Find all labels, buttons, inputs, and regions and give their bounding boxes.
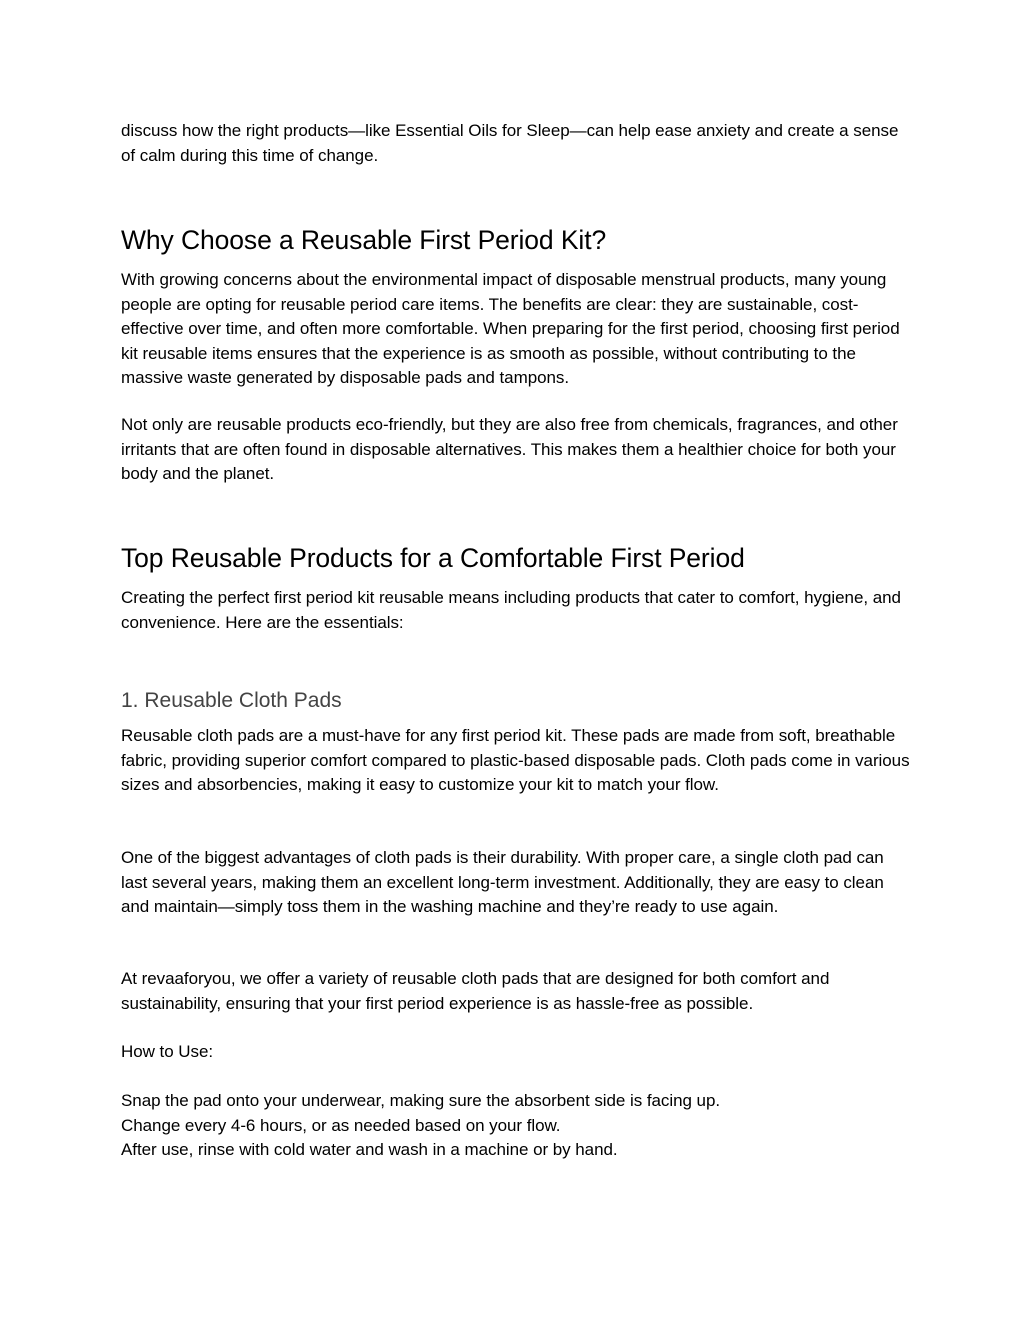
section1-paragraph-1: With growing concerns about the environmental impact of disposable menstrual products, many young people are opting for reusable period care items. The benefits are clear: they are sustainable, cost-effective over time, and often more comfortable. When preparing for the first period, choosing first period kit reusable items ensures that the experience is as smooth as possible, without contributing to the massive waste generated by disposable pads and tampons. [121,270,900,387]
cloth-pads-paragraph-1: Reusable cloth pads are a must-have for any first period kit. These pads are made from soft, breathable fabric, providing superior comfort compared to plastic-based disposable pads. Cloth pads come in various sizes and absorbencies, making it easy to customize your kit to match your flow. [121,726,910,794]
how-to-use-label: How to Use: [121,1042,214,1061]
intro-paragraph: discuss how the right products—like Essential Oils for Sleep—can help ease anxiety and create a sense of calm during this time of change. [121,121,899,165]
subsection-heading-cloth-pads: 1. Reusable Cloth Pads [121,689,342,712]
how-to-step: Snap the pad onto your underwear, making sure the absorbent side is facing up. [121,1091,721,1110]
section1-paragraph-2: Not only are reusable products eco-friendly, but they are also free from chemicals, fragrances, and other irritants that are often found in disposable alternatives. This makes them a healthier choice for both your body and the planet. [121,415,898,483]
cloth-pads-paragraph-2: One of the biggest advantages of cloth pads is their durability. With proper care, a single cloth pad can last several years, making them an excellent long-term investment. Additionally, they are easy to clean and maintain—simply toss them in the washing machine and they’re ready to use again. [121,848,884,916]
cloth-pads-paragraph-3: At revaaforyou, we offer a variety of reusable cloth pads that are designed for both comfort and sustainability, ensuring that your first period experience is as hassle-free as possible. [121,969,830,1013]
how-to-use-steps [121,1089,911,1163]
how-to-step: After use, rinse with cold water and wash in a machine or by hand. [121,1140,618,1159]
section-heading-top-products: Top Reusable Products for a Comfortable First Period [121,543,745,573]
section2-paragraph-1: Creating the perfect first period kit reusable means including products that cater to comfort, hygiene, and convenience. Here are the essentials: [121,588,901,632]
how-to-step: Change every 4-6 hours, or as needed based on your flow. [121,1115,561,1135]
section-heading-why-reusable: Why Choose a Reusable First Period Kit? [121,225,607,255]
